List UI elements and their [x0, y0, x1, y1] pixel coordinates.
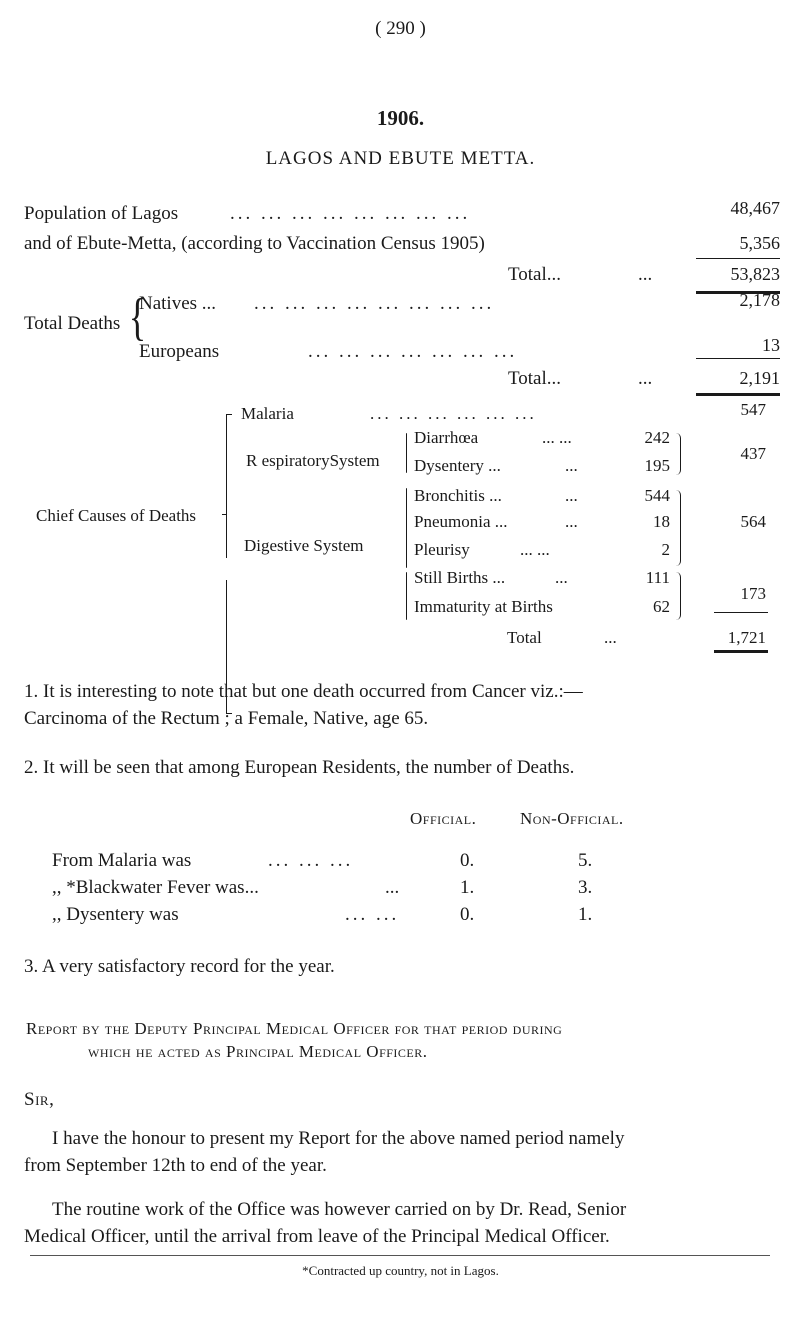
- dysentery-label: Dysentery ...: [414, 456, 501, 475]
- total-rule: [696, 393, 780, 396]
- leader-dots: ... ... ... ... ... ... ...: [308, 341, 518, 362]
- respiratory-brace: [406, 433, 407, 473]
- para3: 3. A very satisfactory record for the year.: [24, 956, 335, 977]
- report-heading-line2: which he acted as Principal Medical Officer.: [88, 1042, 428, 1061]
- sum-rule: [696, 258, 780, 259]
- total-rule: [714, 650, 768, 653]
- leader-dots: ... ...: [345, 904, 400, 925]
- pneumonia-label: Pneumonia ...: [414, 512, 508, 531]
- dysentery-value: 195: [644, 456, 670, 475]
- footnote: *Contracted up country, not in Lagos.: [302, 1263, 499, 1278]
- pneumonia-value: 18: [653, 512, 670, 531]
- letter-p2-line1: The routine work of the Office was however carried on by Dr. Read, Senior: [52, 1199, 627, 1220]
- region-heading: LAGOS AND EBUTE METTA.: [265, 148, 536, 169]
- leader-dots: ...: [555, 568, 568, 587]
- table-row-official: 1.: [460, 877, 475, 898]
- digestive-label: Digestive System: [244, 536, 364, 555]
- sum-rule: [696, 358, 780, 359]
- letter-p2-line2: Medical Officer, until the arrival from leave of the Principal Medical Officer.: [24, 1226, 610, 1247]
- respiratory-sum-brace: [676, 433, 681, 475]
- population-ebute-value: 5,356: [739, 233, 780, 253]
- population-lagos-value: 48,467: [730, 198, 780, 218]
- table-row-label: From Malaria was: [52, 850, 192, 871]
- leader-dots: ...: [604, 628, 617, 647]
- leader-dots: ...: [638, 368, 653, 389]
- births-brace: [406, 572, 407, 620]
- year-heading: 1906.: [376, 106, 425, 130]
- diarrhoea-label: Diarrhœa: [414, 428, 479, 447]
- births-total: 173: [740, 584, 766, 603]
- total-deaths-label: Total Deaths: [24, 313, 121, 334]
- table-row-official: 0.: [460, 850, 475, 871]
- immaturity-value: 62: [653, 597, 670, 616]
- table-row-non-official: 3.: [578, 877, 593, 898]
- left-brace-icon: {: [128, 289, 147, 346]
- leader-dots: ...: [565, 486, 578, 505]
- causes-total-value: 1,721: [727, 628, 766, 647]
- europeans-label: Europeans: [139, 341, 220, 362]
- page-number: ( 290 ): [375, 18, 426, 39]
- table-row-official: 0.: [460, 904, 475, 925]
- population-total-value: 53,823: [730, 264, 780, 284]
- brace-cap: [226, 414, 232, 415]
- table-row-label: ,, *Blackwater Fever was...: [52, 877, 259, 898]
- diarrhoea-value: 242: [644, 428, 670, 447]
- malaria-label: Malaria: [241, 404, 294, 423]
- para2: 2. It will be seen that among European Residents, the number of Deaths.: [24, 757, 575, 778]
- sum-rule: [714, 612, 768, 613]
- chief-causes-brace: [226, 414, 227, 558]
- population-ebute-label: and of Ebute-Metta, (according to Vaccination Census 1905): [24, 233, 485, 254]
- births-sum-brace: [676, 572, 681, 620]
- leader-dots: ...: [565, 456, 578, 475]
- leader-dots: ... ...: [520, 540, 550, 559]
- digestive-total: 564: [740, 512, 766, 531]
- deaths-total-value: 2,191: [739, 368, 780, 388]
- population-lagos-label: Population of Lagos: [24, 203, 179, 224]
- leader-dots: ... ... ... ... ... ...: [370, 404, 537, 423]
- leader-dots: ...: [638, 264, 653, 285]
- para1-line2: Carcinoma of the Rectum ; a Female, Native, age 65.: [24, 708, 429, 729]
- digestive-brace: [406, 488, 407, 568]
- malaria-total: 547: [740, 400, 766, 419]
- leader-dots: ...: [565, 512, 578, 531]
- digestive-sum-brace: [676, 490, 681, 566]
- letter-p1-line1: I have the honour to present my Report for the above named period namely: [52, 1128, 625, 1149]
- report-heading-line1: Report by the Deputy Principal Medical Officer for that period during: [26, 1019, 563, 1038]
- brace-point: [222, 514, 227, 515]
- still-births-value: 111: [645, 568, 670, 587]
- natives-label: Natives ...: [139, 293, 217, 314]
- chief-causes-label: Chief Causes of Deaths: [36, 506, 197, 525]
- para1-line1: 1. It is interesting to note that but one death occurred from Cancer viz.:—: [24, 681, 583, 702]
- leader-dots: ... ... ... ... ... ... ... ...: [230, 203, 471, 224]
- leader-dots: ... ... ... ... ... ... ... ...: [254, 293, 495, 314]
- still-births-label: Still Births ...: [414, 568, 506, 587]
- letter-p1-line2: from September 12th to end of the year.: [24, 1155, 327, 1176]
- salutation: Sir,: [24, 1089, 55, 1110]
- leader-dots: ... ...: [542, 428, 572, 447]
- population-total-label: Total...: [508, 264, 562, 285]
- footnote-rule: [30, 1255, 770, 1256]
- col-non-official: Non-Official.: [520, 809, 624, 828]
- causes-total-label: Total: [507, 628, 542, 647]
- pleurisy-label: Pleurisy: [414, 540, 470, 559]
- table-row-label: ,, Dysentery was: [52, 904, 179, 925]
- pleurisy-value: 2: [661, 540, 670, 559]
- deaths-total-label: Total...: [508, 368, 562, 389]
- respiratory-total: 437: [740, 444, 766, 463]
- leader-dots: ... ... ...: [268, 850, 354, 871]
- col-official: Official.: [410, 809, 477, 828]
- immaturity-label: Immaturity at Births: [414, 597, 553, 616]
- natives-value: 2,178: [739, 290, 780, 310]
- bronchitis-label: Bronchitis ...: [414, 486, 502, 505]
- bronchitis-value: 544: [644, 486, 670, 505]
- europeans-value: 13: [762, 335, 780, 355]
- table-row-non-official: 5.: [578, 850, 593, 871]
- leader-dots: ...: [385, 877, 400, 898]
- table-row-non-official: 1.: [578, 904, 593, 925]
- respiratory-label: R espiratorySystem: [246, 451, 380, 470]
